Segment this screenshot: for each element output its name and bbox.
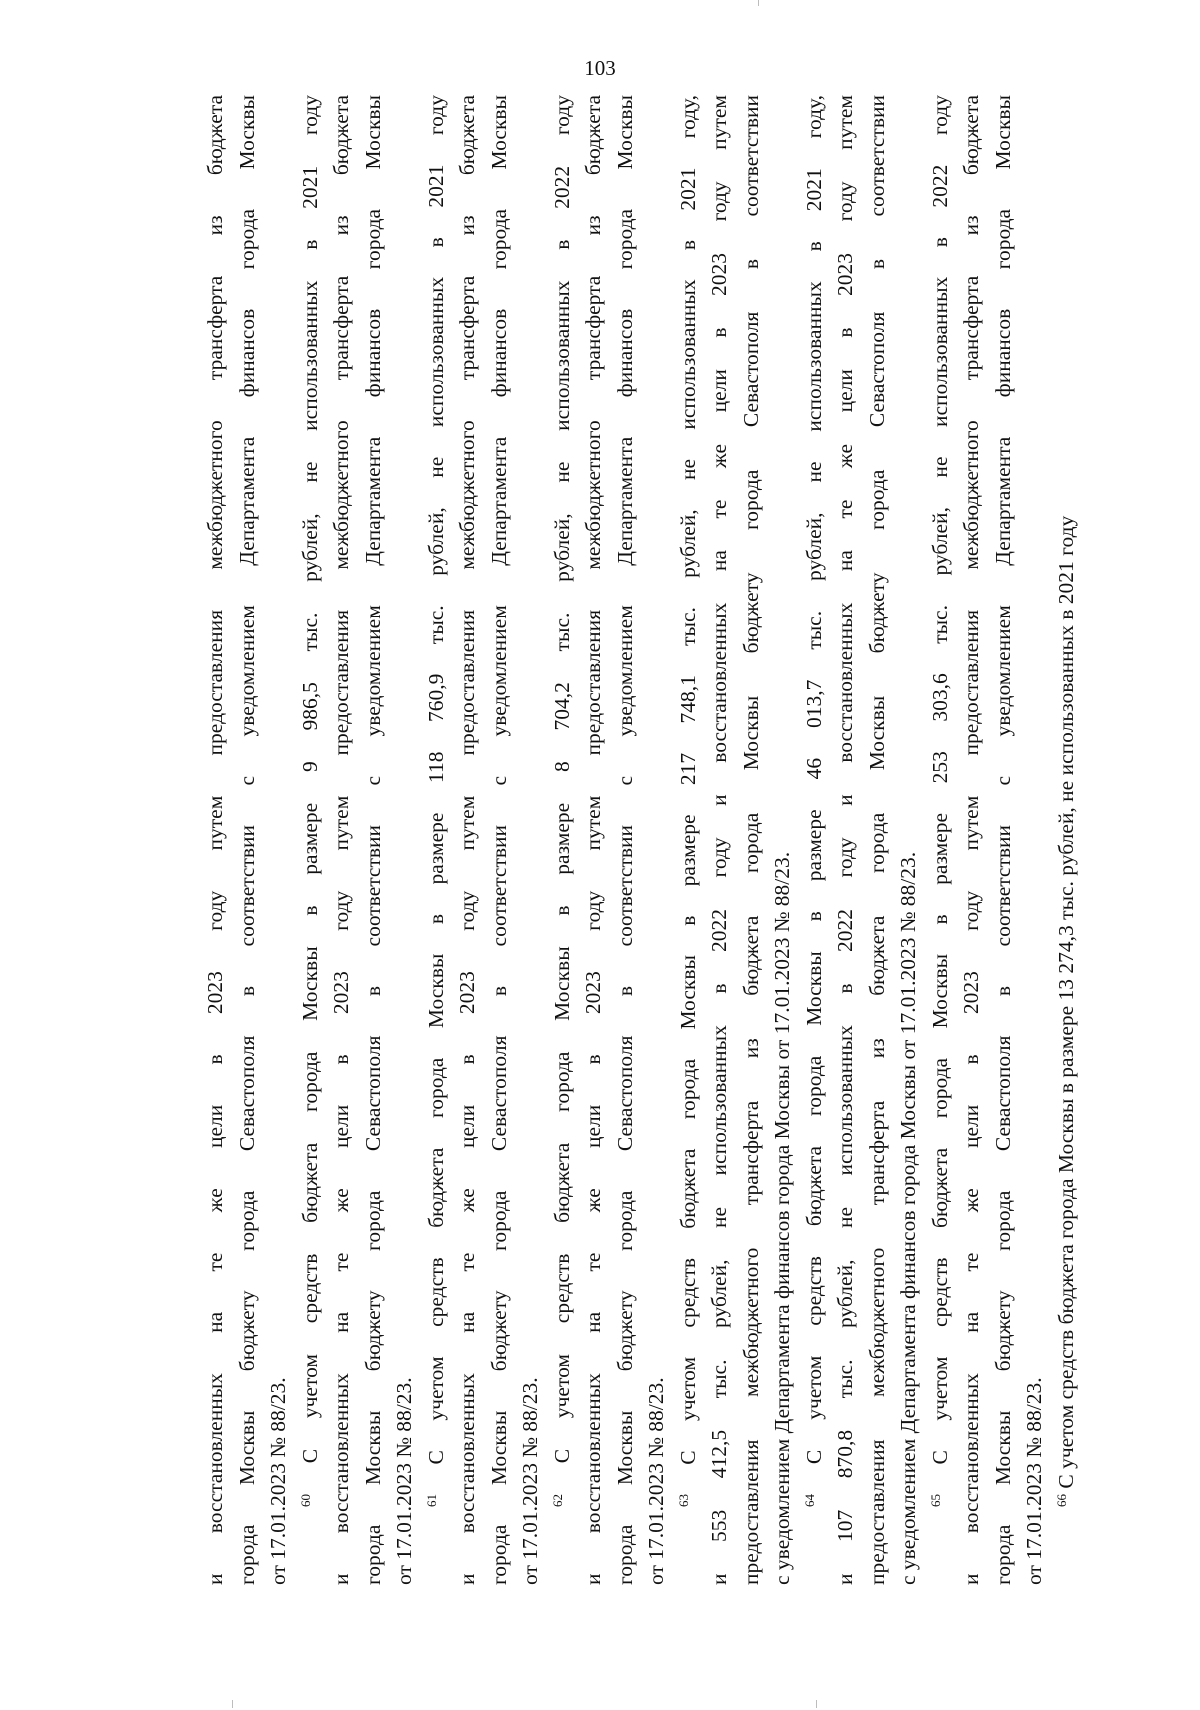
- footnote-line: и восстановленных на те же цели в 2023 году путем предоставления межбюджетного трансферта из бюджета: [455, 95, 479, 1585]
- footnote-line: от 17.01.2023 № 88/23.: [644, 1377, 668, 1585]
- footnote-line: и восстановленных на те же цели в 2023 году путем предоставления межбюджетного трансферта из бюджета: [581, 95, 605, 1585]
- footnote-line: предоставления межбюджетного трансферта из бюджета города Москвы бюджету города Севастополя в соответствии: [738, 95, 763, 1585]
- footnote-text: С учетом средств бюджета города Москвы в размере 8 704,2 тыс. рублей, не использованных в 2022 году: [549, 95, 574, 1494]
- footnote-line: от 17.01.2023 № 88/23.: [392, 1377, 416, 1585]
- footnote-line: [1051, 95, 1083, 1585]
- footnote: [1051, 95, 1083, 1585]
- footnote-line: от 17.01.2023 № 88/23.: [518, 1377, 542, 1585]
- footnote: [200, 95, 295, 1585]
- footnote-line: и восстановленных на те же цели в 2023 году путем предоставления межбюджетного трансферта из бюджета: [959, 95, 983, 1585]
- footnote: [673, 95, 799, 1585]
- footnote-number: 66: [1053, 1494, 1069, 1507]
- footnote-number: 60: [297, 1494, 313, 1507]
- footnote-line: от 17.01.2023 № 88/23.: [1022, 1377, 1046, 1585]
- footnote-number: 65: [927, 1494, 943, 1507]
- footnote-number: 63: [675, 1494, 691, 1507]
- footnote: [547, 95, 673, 1585]
- footnote: [421, 95, 547, 1585]
- scan-artifact: [758, 0, 759, 6]
- footnote-line: предоставления межбюджетного трансферта из бюджета города Москвы бюджету города Севастополя в соответствии: [864, 95, 889, 1585]
- footnote-line: и восстановленных на те же цели в 2023 году путем предоставления межбюджетного трансферта из бюджета: [329, 95, 353, 1585]
- footnote-number: 61: [423, 1494, 439, 1507]
- footnote-line: от 17.01.2023 № 88/23.: [266, 1377, 290, 1585]
- footnote-text: С учетом средств бюджета города Москвы в размере 118 760,9 тыс. рублей, не использованных в 2021 году: [423, 95, 448, 1494]
- footnote-line: с уведомлением Департамента финансов города Москвы от 17.01.2023 № 88/23.: [896, 851, 920, 1585]
- scan-artifact: [232, 1700, 233, 1708]
- footnote: [799, 95, 925, 1585]
- footnote-line: и 107 870,8 тыс. рублей, не использованных в 2022 году и восстановленных на те же цели в 2023 году путем: [833, 95, 857, 1585]
- footnote: [295, 95, 421, 1585]
- footnote-line: с уведомлением Департамента финансов города Москвы от 17.01.2023 № 88/23.: [770, 851, 794, 1585]
- footnote-line: города Москвы бюджету города Севастополя в соответствии с уведомлением Департамента финансов города Москвы: [360, 95, 385, 1585]
- footnote-text: С учетом средств бюджета города Москвы в размере 9 986,5 тыс. рублей, не использованных в 2021 году: [297, 95, 322, 1494]
- footnote-line: города Москвы бюджету города Севастополя в соответствии с уведомлением Департамента финансов города Москвы: [990, 95, 1015, 1585]
- footnote-line: [925, 95, 957, 1585]
- footnote-number: 64: [801, 1494, 817, 1507]
- scan-artifact: [816, 1700, 817, 1708]
- page-number: 103: [584, 56, 616, 80]
- footnote-line: [547, 95, 579, 1585]
- footnote-line: города Москвы бюджету города Севастополя в соответствии с уведомлением Департамента финансов города Москвы: [612, 95, 637, 1585]
- footnote-text: С учетом средств бюджета города Москвы в размере 46 013,7 тыс. рублей, не использованных в 2021 году,: [801, 95, 826, 1494]
- footnote-line: [799, 95, 831, 1585]
- footnote-line: города Москвы бюджету города Севастополя в соответствии с уведомлением Департамента финансов города Москвы: [234, 95, 259, 1585]
- footnote-text: С учетом средств бюджета города Москвы в размере 217 748,1 тыс. рублей, не использованных в 2021 году,: [675, 95, 700, 1494]
- footnotes-block: [200, 95, 1082, 1585]
- footnote-text: С учетом средств бюджета города Москвы в размере 13 274,3 тыс. рублей, не использованных в 2021 году: [1053, 515, 1078, 1494]
- footnote-number: 62: [549, 1494, 565, 1507]
- footnote-line: и 553 412,5 тыс. рублей, не использованных в 2022 году и восстановленных на те же цели в 2023 году путем: [707, 95, 731, 1585]
- footnote-text: С учетом средств бюджета города Москвы в размере 253 303,6 тыс. рублей, не использованных в 2022 году: [927, 95, 952, 1494]
- footnote-line: и восстановленных на те же цели в 2023 году путем предоставления межбюджетного трансферта из бюджета: [203, 95, 227, 1585]
- footnote-line: города Москвы бюджету города Севастополя в соответствии с уведомлением Департамента финансов города Москвы: [486, 95, 511, 1585]
- footnote-line: [421, 95, 453, 1585]
- footnote-line: [673, 95, 705, 1585]
- footnote: [925, 95, 1051, 1585]
- footnote-line: [295, 95, 327, 1585]
